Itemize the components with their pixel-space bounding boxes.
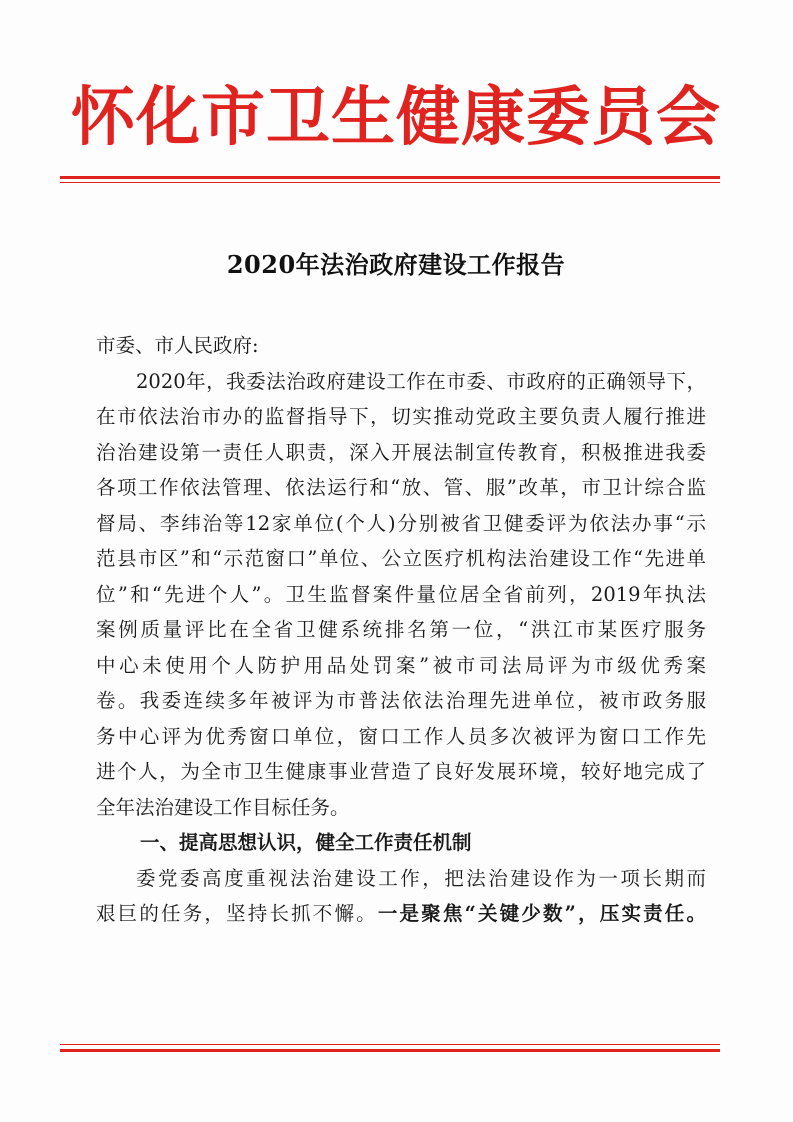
paragraph-bold-text: 一是聚焦“关键少数”，压实责任。 xyxy=(377,902,706,925)
paragraph-line: 治治建设第一责任人职责，深入开展法制宣传教育，积极推进我委 xyxy=(96,440,706,464)
report-title: 2020年法治政府建设工作报告 xyxy=(226,250,566,279)
paragraph-text: 艰巨的任务，坚持长抓不懈。 xyxy=(96,902,378,925)
document-body xyxy=(96,328,706,932)
paragraph-line: 范县市区”和“示范窗口”单位、公立医疗机构法治建设工作“先进单 xyxy=(96,547,706,570)
paragraph-line: 案例质量评比在全省卫健系统排名第一位，“洪江市某医疗服务 xyxy=(96,618,706,641)
paragraph-line: 位”和“先进个人”。卫生监督案件量位居全省前列，2019年执法 xyxy=(96,582,706,606)
paragraph-line: 进个人，为全市卫生健康事业营造了良好发展环境，较好地完成了 xyxy=(96,760,706,783)
footer-rule-thick xyxy=(60,1049,720,1052)
section-heading: 一、提高思想认识，健全工作责任机制 xyxy=(140,831,472,854)
paragraph-line: 全年法治建设工作目标任务。 xyxy=(96,795,350,819)
paragraph-line: 在市依法治市办的监督指导下，切实推动党政主要负责人履行推进 xyxy=(96,405,706,428)
footer-rule-thin xyxy=(60,1044,720,1045)
paragraph-line: 委党委高度重视法治建设工作，把法治建设作为一项长期而 xyxy=(136,866,706,890)
org-letterhead-title: 怀化市卫生健康委员会 xyxy=(71,81,721,155)
paragraph-line: 督局、李纬治等12家单位(个人)分别被省卫健委评为依法办事“示 xyxy=(96,511,706,535)
paragraph-line: 各项工作依法管理、依法运行和“放、管、服”改革，市卫计综合监 xyxy=(96,476,706,499)
paragraph-line xyxy=(96,896,706,932)
paragraph-line: 务中心评为优秀窗口单位，窗口工作人员多次被评为窗口工作先 xyxy=(96,724,706,748)
header-rule-thin xyxy=(60,182,720,183)
paragraph-line: 卷。我委连续多年被评为市普法依法治理先进单位，被市政务服 xyxy=(96,689,706,712)
salutation: 市委、市人民政府: xyxy=(96,334,259,357)
paragraph-line: 中心未使用个人防护用品处罚案”被市司法局评为市级优秀案 xyxy=(96,653,706,677)
paragraph-line: 2020年，我委法治政府建设工作在市委、市政府的正确领导下， xyxy=(136,369,706,393)
header-rule-thick xyxy=(60,176,720,179)
